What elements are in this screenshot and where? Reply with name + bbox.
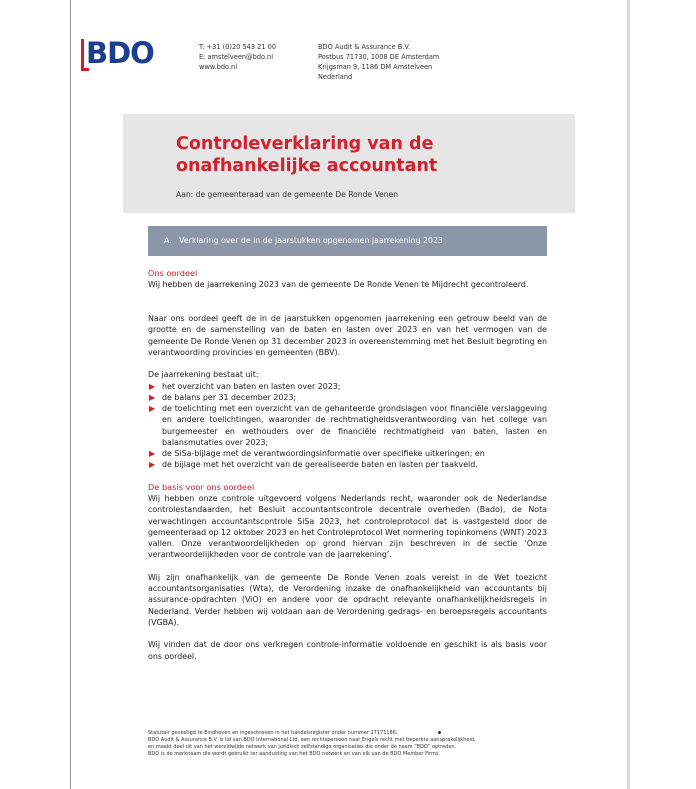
address-block xyxy=(318,42,439,82)
footer-line: BDO Audit & Assurance B.V. is lid van BDO International Ltd, een rechtspersoon naar Engels recht met beperkte aansprakelijkheid, xyxy=(148,737,476,743)
contact-email: E: amstelveen@bdo.nl xyxy=(199,53,274,61)
footer-line: Statutair gevestigd te Eindhoven en ingeschreven in het handelsregister onder nummer 17171186. xyxy=(148,730,398,736)
bullet-icon: ▶ xyxy=(149,460,156,470)
jaarrekening-list xyxy=(148,381,547,471)
list-item: ▶ de toelichting met een overzicht van de gehanteerde grondslagen voor financiële verslaggeving en andere toelichtingen, waaronder de rechtmatigheidsverantwoording van het college van burgemeester en wethouders over de financiële rechtmatigheid van baten, lasten en balansmutaties over 2023; xyxy=(149,404,547,447)
paragraph: Wij zijn onafhankelijk van de gemeente De Ronde Venen zoals vereist in de Wet toezicht accountantsorganisaties (Wta), de Verordening inzake de onafhankelijkheid van accountants bij assurance-opdrachten (ViO) en andere voor de opdracht relevante onafhankelijkheidsregels in Nederland. Verder hebben wij voldaan aan de Verordening gedrags- en beroepsregels accountants (VGBA). xyxy=(148,572,547,627)
bullet-icon: ▶ xyxy=(149,392,156,402)
paragraph: Wij hebben de jaarrekening 2023 van de gemeente De Ronde Venen te Mijdrecht gecontroleerd. xyxy=(148,280,529,290)
bullet-icon: ▶ xyxy=(149,404,156,413)
contact-web: www.bdo.nl xyxy=(199,63,238,71)
logo-bracket xyxy=(81,39,84,71)
document-body xyxy=(148,268,547,662)
section-a-heading: A. Verklaring over de in de jaarstukken opgenomen jaarrekening 2023 xyxy=(164,236,443,245)
list-item: ▶ het overzicht van baten en lasten over 2023; xyxy=(149,381,341,391)
paragraph: Wij hebben onze controle uitgevoerd volgens Nederlands recht, waaronder ook de Nederlandse controlestandaarden, het Besluit accountantscontrole decentrale overheden (Bado), de Nota verwachtingen accountantscontrole SiSa 2023, het controleprotocol dat is vastgesteld door de gemeenteraad op 12 oktober 2023 en het Controleprotocol Wet normering topinkomens (WNT) 2023 vallen. Onze verantwoordelijkheden op grond hiervan zijn beschreven in de sectie ‘Onze verantwoordelijkheden voor de controle van de jaarrekening’. xyxy=(148,494,547,560)
page-shadow xyxy=(627,0,630,789)
section-a-bar xyxy=(148,226,547,256)
addressee: Aan: de gemeenteraad van de gemeente De Ronde Venen xyxy=(176,190,399,199)
paragraph: Naar ons oordeel geeft de in de jaarstukken opgenomen jaarrekening een getrouw beeld van de grootte en de samenstelling van de baten en lasten over 2023 en van het vermogen van de gemeente De Ronde Venen op 31 december 2023 in overeenstemming met het Besluit begroting en verantwoording provincies en gemeenten (BBV). xyxy=(148,314,547,357)
list-item: ▶ de SiSa-bijlage met de verantwoordingsinformatie over specifieke uitkeringen; en xyxy=(149,449,485,458)
address-line: Krijgsman 9, 1186 DM Amstelveen xyxy=(318,63,433,71)
list-intro: De jaarrekening bestaat uit: xyxy=(148,370,259,380)
page-footer xyxy=(148,730,547,758)
logo-text: BDO xyxy=(86,36,154,70)
heading-basis-oordeel: De basis voor ons oordeel xyxy=(148,481,255,492)
footer-line: en maakt deel uit van het wereldwijde netwerk van juridisch zelfstandige organisaties die onder de naam “BDO” optreden. xyxy=(148,744,457,750)
bdo-logo xyxy=(81,36,154,71)
bullet-icon: ▶ xyxy=(149,449,156,458)
contact-block xyxy=(199,42,276,72)
address-line: Nederland xyxy=(318,73,353,81)
heading-ons-oordeel: Ons oordeel xyxy=(148,268,198,278)
list-item: ▶ de balans per 31 december 2023; xyxy=(149,392,297,402)
address-line: BDO Audit & Assurance B.V. xyxy=(318,43,411,51)
paragraph: Wij vinden dat de door ons verkregen controle-informatie voldoende en geschikt is als basis voor ons oordeel. xyxy=(148,640,547,661)
bullet-icon: ▶ xyxy=(149,381,156,391)
contact-phone: T: +31 (0)20 543 21 00 xyxy=(199,43,277,51)
address-line: Postbus 71730, 1008 DE Amsterdam xyxy=(318,53,440,61)
list-item: ▶ de bijlage met het overzicht van de gerealiseerde baten en lasten per taakveld. xyxy=(149,460,478,470)
footer-line: BDO is de merknaam die wordt gebruikt ter aanduiding van het BDO netwerk en van elk van de BDO Member Firms. xyxy=(148,751,441,757)
document-title: Controleverklaring van de onafhankelijke accountant xyxy=(176,134,438,176)
